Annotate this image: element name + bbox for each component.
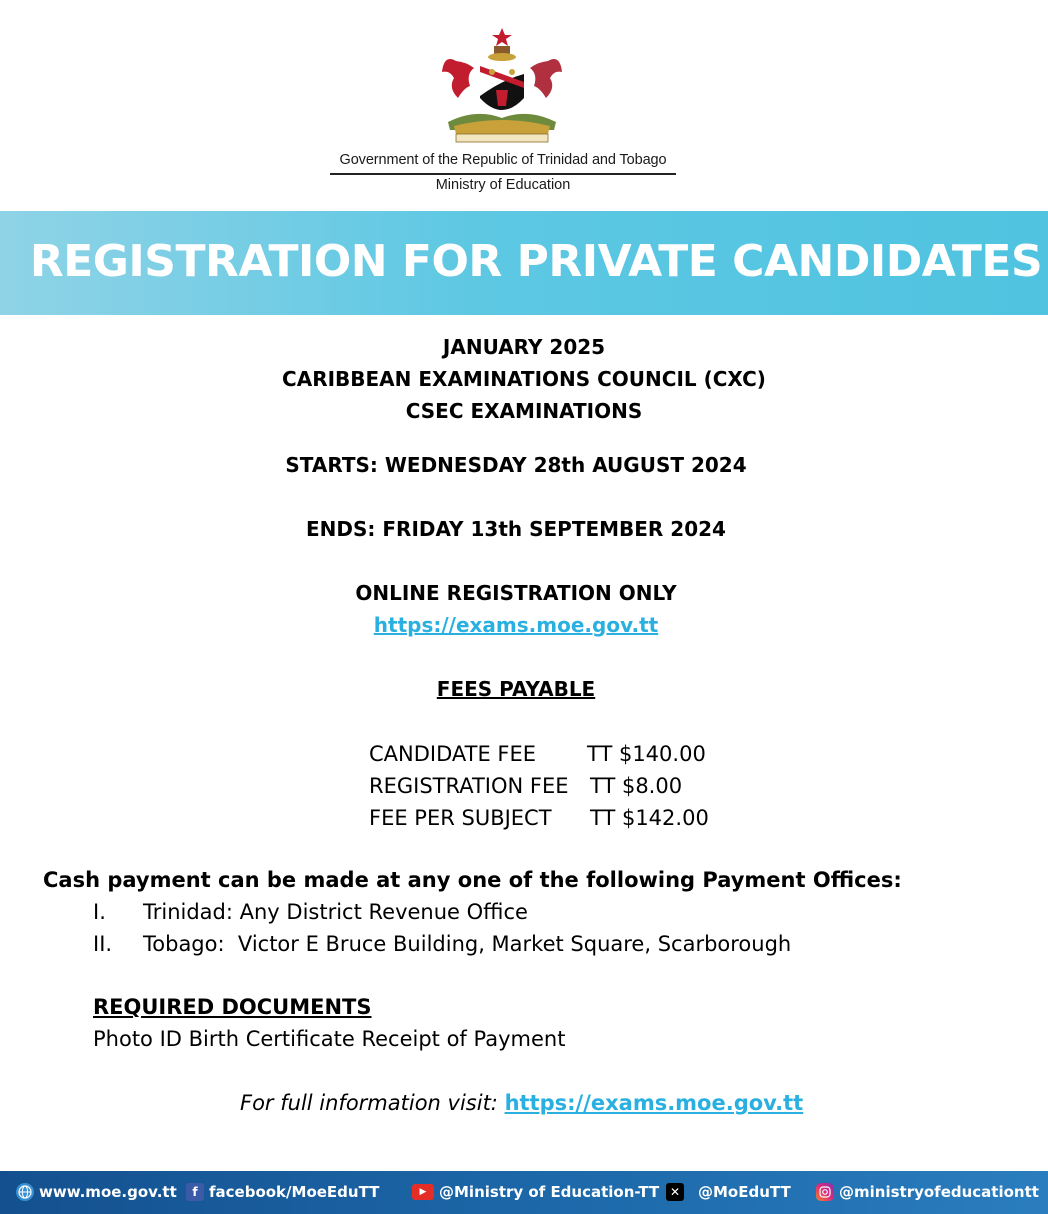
fee-amount: TT $142.00 bbox=[590, 806, 709, 830]
instagram-icon bbox=[816, 1183, 834, 1201]
fee-label: CANDIDATE FEE bbox=[369, 742, 537, 766]
registration-link[interactable]: https://exams.moe.gov.tt bbox=[373, 613, 659, 637]
documents-heading: REQUIRED DOCUMENTS bbox=[93, 995, 372, 1019]
coat-of-arms-icon bbox=[436, 26, 568, 148]
footer-text: www.moe.gov.tt bbox=[39, 1183, 177, 1201]
footer-facebook[interactable] bbox=[186, 1183, 379, 1201]
documents-list: Photo ID Birth Certificate Receipt of Payment bbox=[93, 1027, 566, 1051]
fee-row bbox=[369, 738, 709, 770]
end-date: ENDS: FRIDAY 13th SEPTEMBER 2024 bbox=[306, 517, 726, 541]
x-icon: ✕ bbox=[666, 1183, 684, 1201]
office-text: Tobago: Victor E Bruce Building, Market Square, Scarborough bbox=[143, 932, 792, 956]
ministry-name: Ministry of Education bbox=[435, 177, 571, 193]
fee-label: REGISTRATION FEE bbox=[369, 774, 569, 798]
footer-text: @MoEduTT bbox=[698, 1183, 791, 1201]
registration-link-wrap bbox=[0, 613, 1040, 637]
footer-bar bbox=[0, 1171, 1048, 1214]
fees-table bbox=[369, 738, 709, 834]
youtube-icon: ▶ bbox=[412, 1184, 434, 1200]
globe-icon bbox=[16, 1183, 34, 1201]
footer-text: @Ministry of Education-TT bbox=[439, 1183, 660, 1201]
footer-instagram[interactable] bbox=[816, 1183, 1039, 1201]
divider bbox=[330, 173, 676, 175]
footer-text: facebook/MoeEduTT bbox=[209, 1183, 380, 1201]
exam-session: JANUARY 2025 bbox=[442, 335, 606, 359]
online-only-note: ONLINE REGISTRATION ONLY bbox=[355, 581, 677, 605]
exam-council: CARIBBEAN EXAMINATIONS COUNCIL (CXC) bbox=[282, 367, 766, 391]
fee-label: FEE PER SUBJECT bbox=[369, 806, 552, 830]
fee-amount: TT $140.00 bbox=[587, 742, 706, 766]
fee-row bbox=[369, 802, 709, 834]
exam-type: CSEC EXAMINATIONS bbox=[405, 399, 643, 423]
info-prefix: For full information visit: bbox=[240, 1091, 505, 1115]
info-link[interactable]: https://exams.moe.gov.tt bbox=[504, 1091, 804, 1115]
office-text: Trinidad: Any District Revenue Office bbox=[143, 900, 528, 924]
footer-text: @ministryofeducationtt bbox=[839, 1183, 1039, 1201]
facebook-icon: f bbox=[186, 1183, 204, 1201]
header bbox=[0, 0, 1048, 211]
government-name: Government of the Republic of Trinidad and Tobago bbox=[339, 152, 667, 168]
title-banner bbox=[0, 211, 1048, 315]
fee-amount: TT $8.00 bbox=[590, 774, 683, 798]
fees-heading-wrap bbox=[0, 677, 1040, 701]
info-line bbox=[240, 1091, 803, 1115]
payment-intro: Cash payment can be made at any one of the following Payment Offices: bbox=[43, 868, 902, 892]
start-date: STARTS: WEDNESDAY 28th AUGUST 2024 bbox=[285, 453, 747, 477]
footer-x[interactable] bbox=[666, 1183, 791, 1201]
page-title: REGISTRATION FOR PRIVATE CANDIDATES bbox=[29, 236, 1043, 287]
office-number: II. bbox=[93, 932, 113, 956]
footer-website[interactable] bbox=[16, 1183, 177, 1201]
office-number: I. bbox=[93, 900, 106, 924]
fee-row bbox=[369, 770, 709, 802]
footer-youtube[interactable] bbox=[412, 1183, 659, 1201]
fees-heading: FEES PAYABLE bbox=[436, 677, 596, 701]
